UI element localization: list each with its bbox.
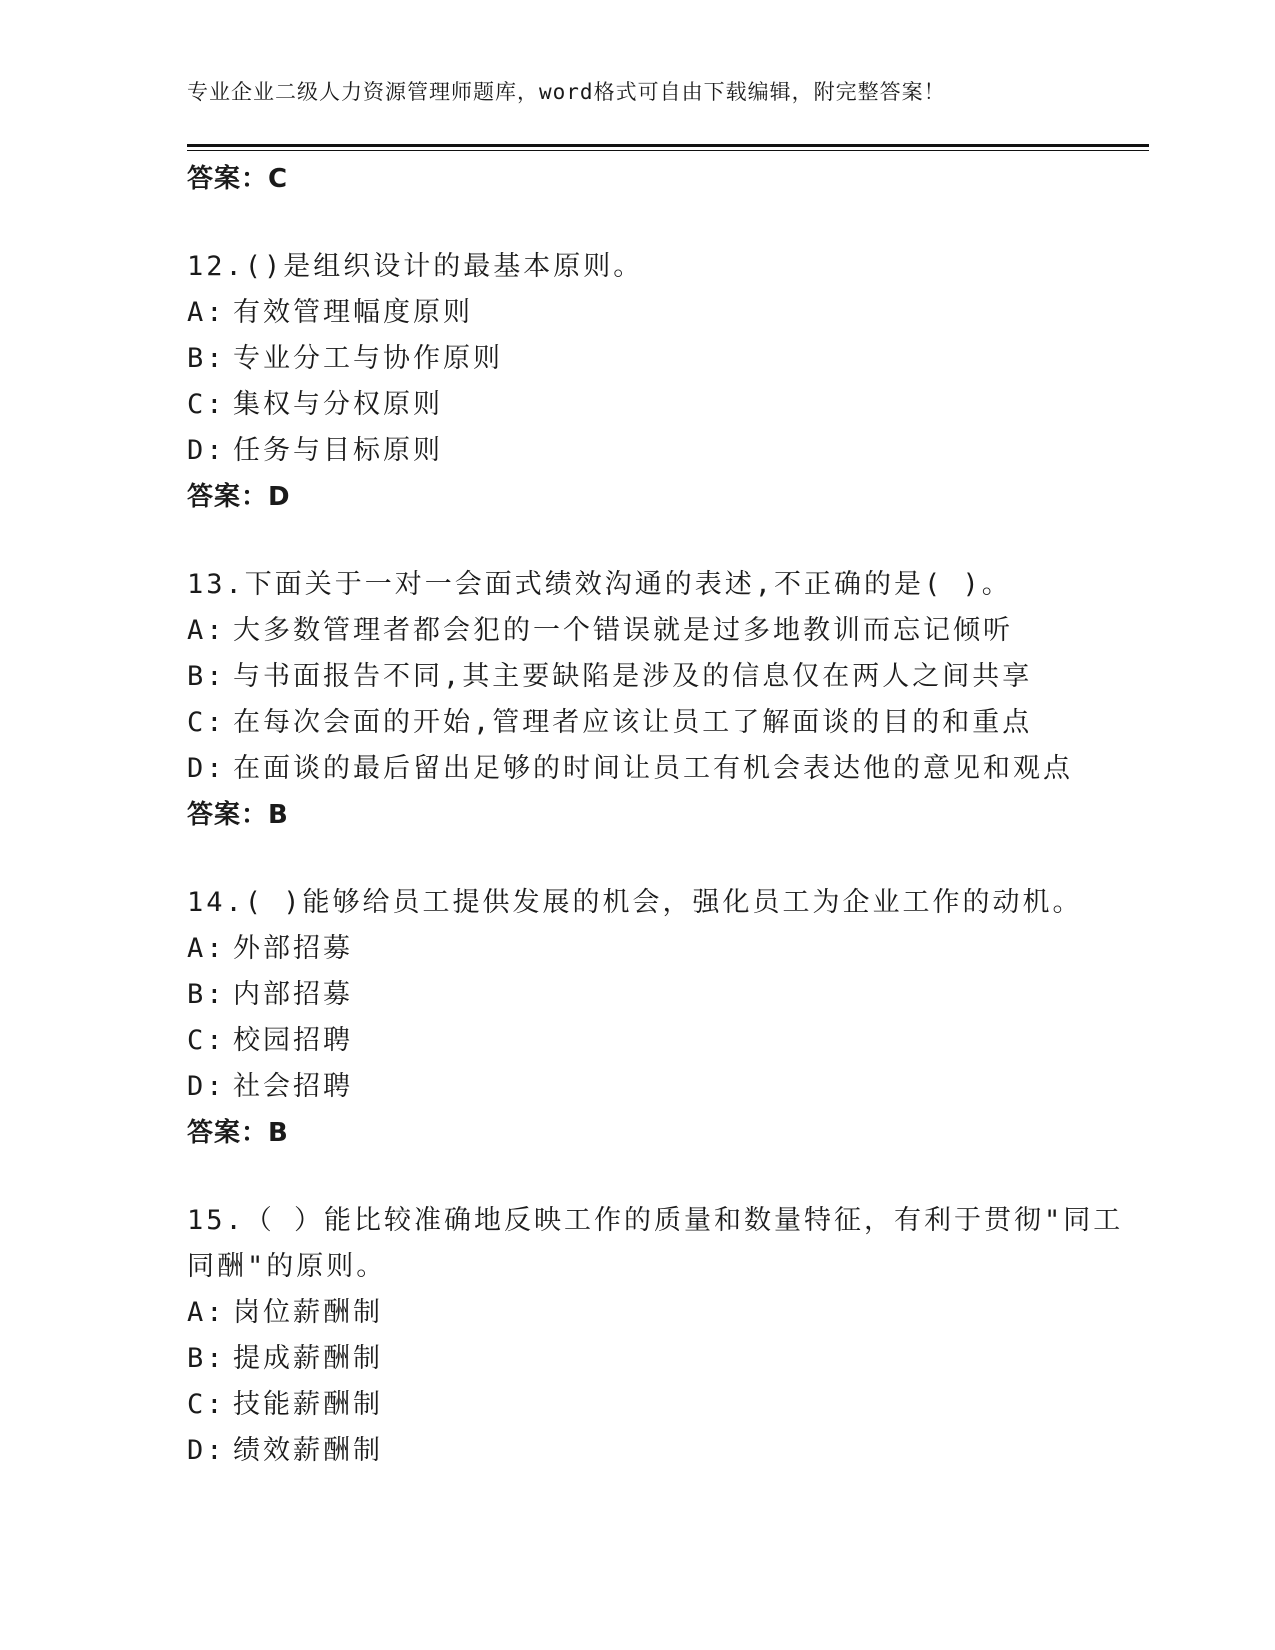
answer-line: 答案：C bbox=[187, 164, 289, 194]
option-a bbox=[187, 1290, 1147, 1336]
question-stem: 15.（ ）能比较准确地反映工作的质量和数量特征，有利于贯彻"同工同酬"的原则。 bbox=[187, 1205, 1124, 1282]
option-b bbox=[187, 1336, 1147, 1382]
option-text: 集权与分权原则 bbox=[233, 389, 443, 420]
option-text: 与书面报告不同,其主要缺陷是涉及的信息仅在两人之间共享 bbox=[233, 661, 1033, 692]
option-d bbox=[187, 1064, 1147, 1110]
option-d bbox=[187, 746, 1147, 792]
answer-line: 答案：B bbox=[187, 800, 289, 830]
option-letter: D: bbox=[187, 753, 226, 784]
option-text: 大多数管理者都会犯的一个错误就是过多地教训而忘记倾听 bbox=[233, 615, 1013, 646]
answer-line: 答案：D bbox=[187, 482, 291, 512]
option-letter: A: bbox=[187, 1297, 226, 1328]
option-a bbox=[187, 926, 1147, 972]
question-12 bbox=[187, 244, 1147, 520]
option-d bbox=[187, 428, 1147, 474]
option-d bbox=[187, 1428, 1147, 1474]
option-c bbox=[187, 1382, 1147, 1428]
option-text: 外部招募 bbox=[233, 933, 353, 964]
option-letter: A: bbox=[187, 615, 226, 646]
question-14 bbox=[187, 880, 1147, 1156]
question-list bbox=[187, 156, 1147, 1474]
option-b bbox=[187, 654, 1147, 700]
option-letter: B: bbox=[187, 979, 226, 1010]
option-text: 在面谈的最后留出足够的时间让员工有机会表达他的意见和观点 bbox=[233, 753, 1073, 784]
option-letter: B: bbox=[187, 661, 226, 692]
option-letter: D: bbox=[187, 435, 226, 466]
option-letter: D: bbox=[187, 1071, 226, 1102]
question-stem: 14.( )能够给员工提供发展的机会，强化员工为企业工作的动机。 bbox=[187, 887, 1083, 918]
question-stem: 13.下面关于一对一会面式绩效沟通的表述,不正确的是( )。 bbox=[187, 569, 1012, 600]
option-c bbox=[187, 700, 1147, 746]
answer-line: 答案：B bbox=[187, 1118, 289, 1148]
option-text: 技能薪酬制 bbox=[233, 1389, 383, 1420]
option-text: 岗位薪酬制 bbox=[233, 1297, 383, 1328]
header-rule-thin bbox=[187, 150, 1149, 151]
question-stem: 12.()是组织设计的最基本原则。 bbox=[187, 251, 644, 282]
option-letter: C: bbox=[187, 1389, 226, 1420]
question-13 bbox=[187, 562, 1147, 838]
option-c bbox=[187, 1018, 1147, 1064]
option-c bbox=[187, 382, 1147, 428]
option-letter: C: bbox=[187, 1025, 226, 1056]
option-text: 社会招聘 bbox=[233, 1071, 353, 1102]
option-letter: B: bbox=[187, 343, 226, 374]
option-a bbox=[187, 290, 1147, 336]
option-b bbox=[187, 972, 1147, 1018]
option-text: 在每次会面的开始,管理者应该让员工了解面谈的目的和重点 bbox=[233, 707, 1033, 738]
page-header: 专业企业二级人力资源管理师题库，word格式可自由下载编辑，附完整答案！ bbox=[187, 80, 946, 104]
option-b bbox=[187, 336, 1147, 382]
option-letter: A: bbox=[187, 933, 226, 964]
option-text: 专业分工与协作原则 bbox=[233, 343, 503, 374]
option-letter: C: bbox=[187, 389, 226, 420]
option-letter: D: bbox=[187, 1435, 226, 1466]
option-text: 任务与目标原则 bbox=[233, 435, 443, 466]
option-letter: B: bbox=[187, 1343, 226, 1374]
header-rule-thick bbox=[187, 144, 1149, 147]
option-text: 有效管理幅度原则 bbox=[233, 297, 473, 328]
option-text: 内部招募 bbox=[233, 979, 353, 1010]
option-text: 校园招聘 bbox=[233, 1025, 353, 1056]
option-text: 绩效薪酬制 bbox=[233, 1435, 383, 1466]
question-15 bbox=[187, 1198, 1147, 1474]
option-text: 提成薪酬制 bbox=[233, 1343, 383, 1374]
option-letter: A: bbox=[187, 297, 226, 328]
option-letter: C: bbox=[187, 707, 226, 738]
option-a bbox=[187, 608, 1147, 654]
